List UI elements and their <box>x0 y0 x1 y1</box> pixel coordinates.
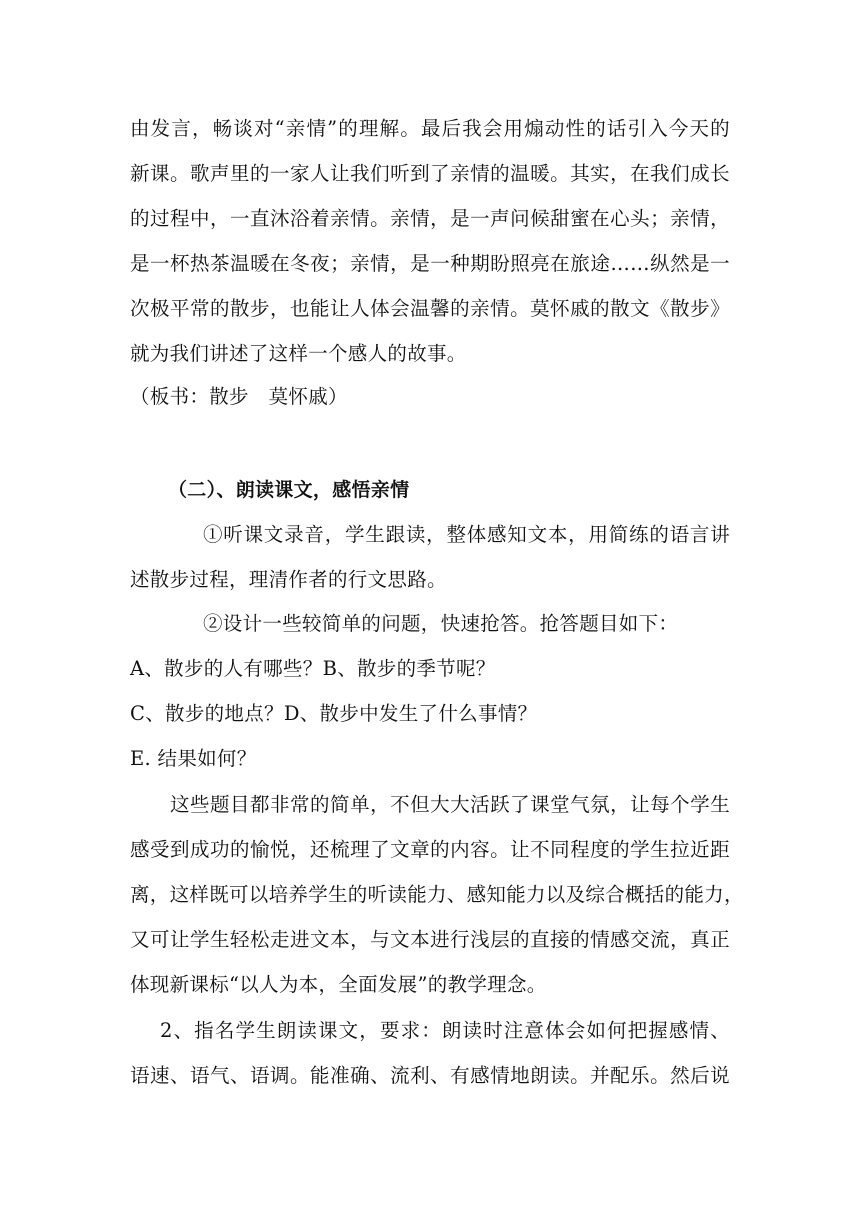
paragraph-line: 就为我们讲述了这样一个感人的故事。 <box>130 342 467 365</box>
paragraph-line: 次极平常的散步，也能让人体会温馨的亲情。莫怀戚的散文《散步》 <box>130 297 730 320</box>
step-line: ①听课文录音，学生跟读，整体感知文本，用简练的语言讲 <box>203 523 730 546</box>
paragraph-line: 语速、语气、语调。能准确、流利、有感情地朗读。并配乐。然后说 <box>130 1064 730 1087</box>
question-line: A、散步的人有哪些？B、散步的季节呢？ <box>130 657 496 680</box>
paragraph-line: 2、指名学生朗读课文，要求：朗读时注意体会如何把握感情、 <box>160 1019 730 1042</box>
paragraph-line: 体现新课标“以人为本，全面发展”的教学理念。 <box>130 973 547 996</box>
section-heading: （二）、朗读课文，感悟亲情 <box>168 479 410 501</box>
step-line: 述散步过程，理清作者的行文思路。 <box>130 568 447 591</box>
paragraph-line: 感受到成功的愉悦，还梳理了文章的内容。让不同程度的学生拉近距 <box>130 838 730 861</box>
paragraph-line: 是一杯热茶温暖在冬夜；亲情，是一种期盼照亮在旅途……纵然是一 <box>130 252 730 275</box>
paragraph-line: 的过程中，一直沐浴着亲情。亲情，是一声问候甜蜜在心头；亲情， <box>130 207 730 230</box>
board-note: （板书：散步 莫怀戚） <box>130 385 348 408</box>
paragraph-line: 这些题目都非常的简单，不但大大活跃了课堂气氛，让每个学生 <box>170 793 730 816</box>
question-line: C、散步的地点？D、散步中发生了什么事情？ <box>130 702 538 725</box>
paragraph-line: 离，这样既可以培养学生的听读能力、感知能力以及综合概括的能力， <box>130 883 744 906</box>
step-intro: ②设计一些较简单的问题，快速抢答。抢答题目如下： <box>203 612 679 635</box>
paragraph-line: 由发言，畅谈对“亲情”的理解。最后我会用煽动性的话引入今天的 <box>130 117 730 140</box>
paragraph-line: 新课。歌声里的一家人让我们听到了亲情的温暖。其实，在我们成长 <box>130 162 730 185</box>
paragraph-line: 又可让学生轻松走进文本，与文本进行浅层的直接的情感交流，真正 <box>130 928 730 951</box>
question-line: E. 结果如何？ <box>130 747 257 770</box>
